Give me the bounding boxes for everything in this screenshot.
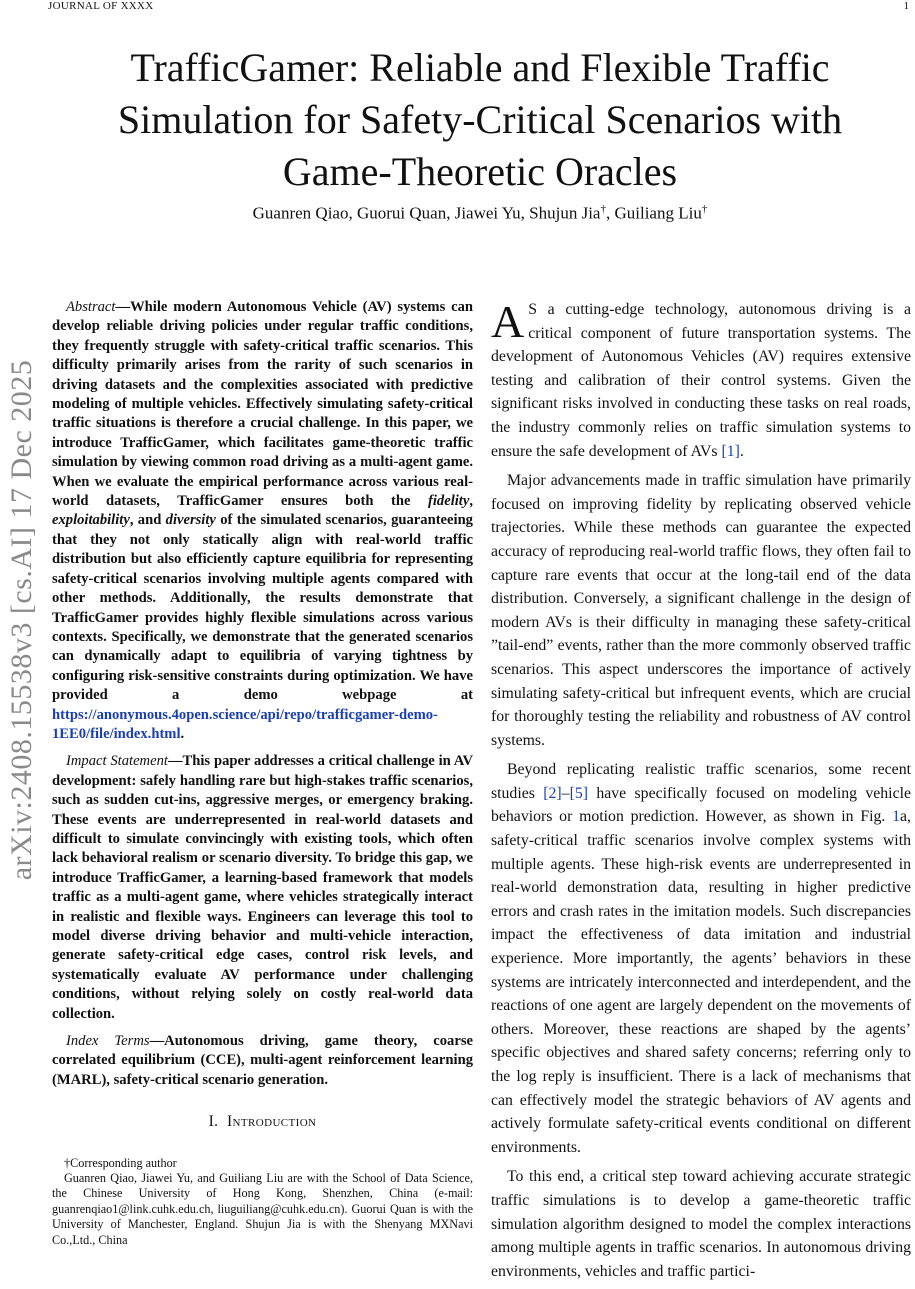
paragraph-text: Beyond replicating realistic traffic scenarios, some recent studies — [491, 761, 911, 802]
impact-label: Impact Statement — [66, 753, 168, 770]
term-diversity: diversity — [165, 512, 216, 529]
separator: , and — [129, 512, 166, 529]
running-header: JOURNAL OF XXXX — [48, 0, 154, 12]
footnote — [52, 1156, 473, 1248]
index-terms-text: —Autonomous driving, game theory, coarse correlated equilibrium (CCE), multi-agent reinforcement learning (MARL), safety-critical scenario generation. — [52, 1033, 473, 1088]
demo-link[interactable]: https://anonymous.4open.science/api/repo/trafficgamer-demo-1EE0/file/index.html — [52, 706, 438, 742]
intro-paragraph-1 — [491, 298, 911, 463]
drop-cap: A — [491, 296, 525, 347]
paragraph-end: . — [739, 442, 744, 460]
index-terms-label: Index Terms — [66, 1033, 150, 1050]
page-number: 1 — [903, 0, 909, 12]
intro-paragraph-2: Major advancements made in traffic simulation have primarily focused on improving fidelity by replicating observed vehicle trajectories. While these methods can guarantee the expected accuracy of reproducing real-world traffic flows, they often fail to capture rare events that occur at the long-tail end of the data distribution. Conversely, a significant challenge in the design of modern AVs is their difficulty in managing these safety-critical ”tail-end” events, rather than the more commonly observed traffic scenarios. This aspect underscores the importance of actively simulating safety-critical but infrequent events, which are crucial for thoroughly testing the reliability and robustness of AV control systems. — [491, 472, 911, 749]
abstract-text: —While modern Autonomous Vehicle (AV) systems can develop reliable driving policies under regular traffic conditions, they frequently struggle with safety-critical traffic scenarios. This difficulty primarily arises from the rarity of such scenarios in driving datasets and the complexities associated with predictive modeling of multiple vehicles. Effectively simulating safety-critical traffic situations is therefore a crucial challenge. In this paper, we introduce TrafficGamer, which facilitates game-theoretic traffic simulation by viewing common road driving as a multi-agent game. When we evaluate the empirical performance across various real-world datasets, TrafficGamer ensures both the — [52, 299, 473, 510]
index-terms — [52, 1032, 473, 1090]
citation-link[interactable]: [1] — [721, 442, 740, 460]
abstract-end: . — [180, 725, 185, 742]
impact-statement — [52, 752, 473, 1024]
right-column — [491, 298, 911, 1289]
arxiv-id: arXiv:2408.15538v3 [cs.AI] 17 Dec 2025 — [5, 359, 38, 881]
intro-paragraph-4: To this end, a critical step toward achieving accurate strategic traffic simulations is to develop a game-theoretic traffic simulation algorithm designed to model the complex interactions among multiple agents in traffic scenarios. In autonomous driving environments, vehicles and traffic partici- — [491, 1168, 911, 1280]
abstract — [52, 298, 473, 744]
authors-tail: , Guiliang Liu — [605, 203, 702, 223]
paper-title: TrafficGamer: Reliable and Flexible Traffic Simulation for Safety-Critical Scenarios with Game-Theoretic Oracles — [117, 45, 843, 194]
section-numeral: I. — [208, 1113, 219, 1131]
left-column — [52, 298, 473, 1248]
intro-paragraph-3 — [491, 758, 911, 1159]
authors-main: Guanren Qiao, Guorui Quan, Jiawei Yu, Shujun Jia — [252, 203, 601, 223]
dagger-mark: † — [600, 203, 606, 215]
arxiv-sidebar — [0, 300, 44, 940]
paragraph-text: have specifically focused on modeling vehicle behaviors or motion prediction. However, as shown in Fig. — [491, 784, 911, 826]
paragraph-text: a, safety-critical traffic scenarios involve complex systems with multiple agents. These high-risk events are underrepresented in real-world demonstration data, resulting in higher predictive errors and crash rates in the imitation models. Such discrepancies impact the effectiveness of data imitation and industrial experience. More importantly, the agents’ behaviors in these systems are intricately interconnected and interdependent, and the reactions of one agent are largely dependent on the movements of others. Moreover, these reactions are shaped by the agents’ specific objectives and shared safety concerns; referring only to the log reply is insufficient. There is a lack of mechanisms that can effectively model the strategic behaviors of AV agents and actively formulate safety-critical events conditional on different environments. — [491, 808, 911, 1156]
term-exploitability: exploitability — [52, 512, 130, 529]
dagger-mark: † — [701, 203, 708, 215]
paragraph-text: S a cutting-edge technology, autonomous driving is a critical component of future transportation systems. The development of Autonomous Vehicles (AV) requires extensive testing and calibration of their control systems. Given the significant risks involved in conducting these tasks on real roads, the industry commonly relies on traffic simulation systems to ensure the safe development of AVs — [491, 301, 911, 460]
separator: , — [469, 493, 473, 510]
abstract-text: of the simulated scenarios, guaranteeing that they not only statically align with real-world traffic distribution but also efficiently capture equilibria for representing safety-critical scenarios involving multiple agents compared with other methods. Additionally, the results demonstrate that TrafficGamer provides highly flexible simulations across various contexts. Specifically, we demonstrate that the generated scenarios can dynamically adapt to equilibria of varying tightness by configuring risk-sensitive constraints during optimization. We have provided a demo webpage at — [52, 512, 473, 704]
citation-link[interactable]: [5] — [569, 784, 588, 802]
section-title: Introduction — [227, 1113, 317, 1131]
dash: – — [561, 784, 570, 802]
citation-link[interactable]: [2] — [543, 784, 562, 802]
figure-link[interactable]: 1 — [892, 808, 901, 826]
author-list — [80, 203, 880, 224]
affiliation: Guanren Qiao, Jiawei Yu, and Guiliang Liu are with the School of Data Science, the Chinese University of Hong Kong, Shenzhen, China (e-mail: guanrenqiao1@link.cuhk.edu.ch, liuguiliang@cuhk.edu.cn). Guorui Quan is with the University of Manchester, England. Shujun Jia is with the Shenyang MXNavi Co.,Ltd., China — [52, 1171, 473, 1247]
term-fidelity: fidelity — [428, 493, 470, 510]
impact-text: —This paper addresses a critical challenge in AV development: safely handling rare but high-stakes traffic scenarios, such as sudden cut-ins, aggressive merges, or emergency braking. These events are underrepresented in real-world datasets and difficult to simulate convincingly with existing tools, which often lack behavioral realism or scenario diversity. To bridge this gap, we introduce TrafficGamer, a learning-based framework that models traffic as a multi-agent game, where vehicles strategically interact in realistic and flexible ways. Engineers can leverage this tool to model diverse driving behavior and multi-vehicle interaction, generate safety-critical edge cases, control risk levels, and systematically evaluate AV performance under challenging conditions, without relying solely on costly real-world data collection. — [52, 753, 473, 1022]
abstract-label: Abstract — [66, 299, 116, 315]
corresponding-author: †Corresponding author — [64, 1155, 177, 1170]
section-heading — [52, 1112, 473, 1131]
